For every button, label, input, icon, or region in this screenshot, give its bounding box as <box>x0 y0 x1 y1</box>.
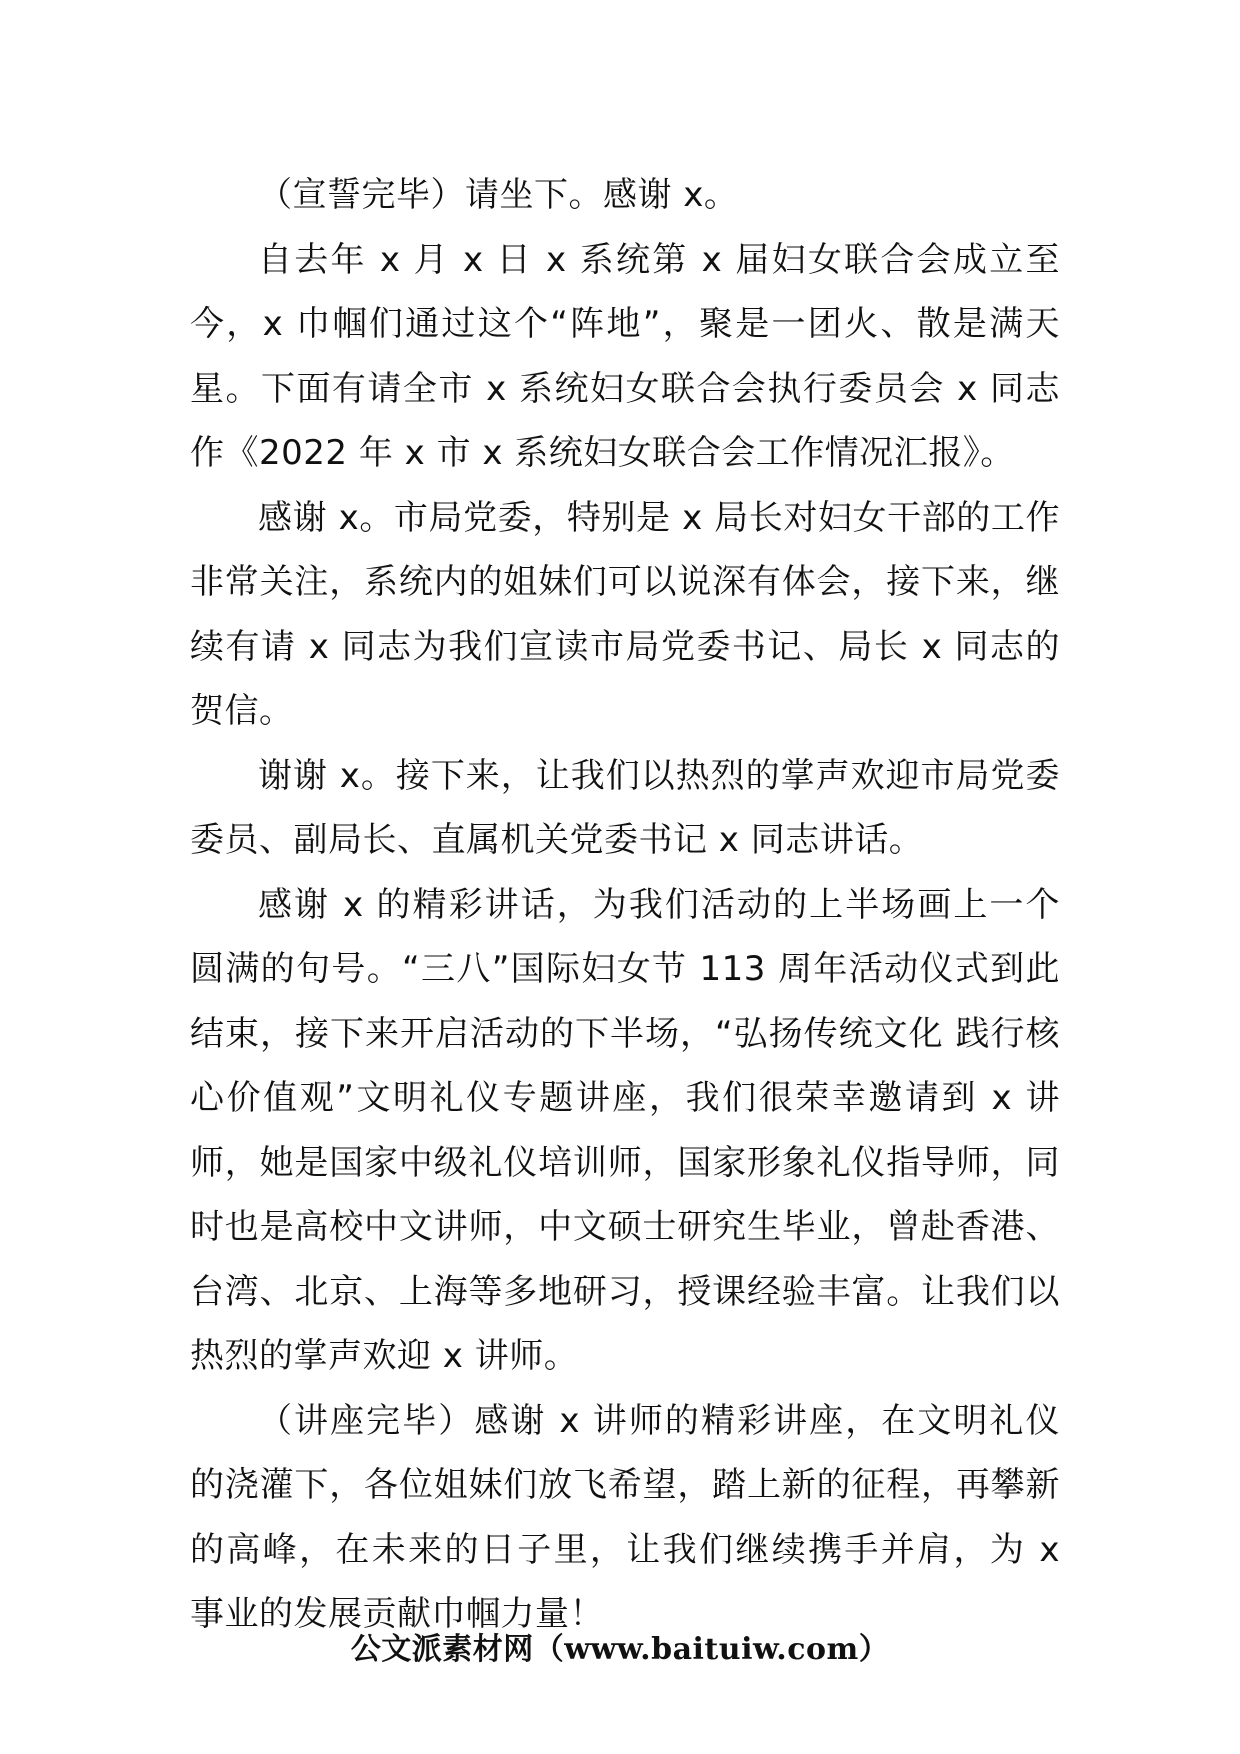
footer-watermark: 公文派素材网（www.baituiw.com） <box>350 1632 890 1667</box>
paragraph-oath-complete: （宣誓完毕）请坐下。感谢 x。 <box>258 175 739 215</box>
paragraph-congratulatory-letter: 感谢 x。市局党委，特别是 x 局长对妇女干部的工作非常关注，系统内的姐妹们可以说深有体会，接下来，继续有请 x 同志为我们宣读市局党委书记、局长 x 同志的贺信。 <box>190 497 1060 731</box>
paragraph-etiquette-lecture: 感谢 x 的精彩讲话，为我们活动的上半场画上一个圆满的句号。“三八”国际妇女节 113 周年活动仪式到此结束，接下来开启活动的下半场，“弘扬传统文化 践行核心价值观”文明礼仪专题讲座，我们很荣幸邀请到 x 讲师，她是国家中级礼仪培训师，国家形象礼仪指导师，同时也是高校中文讲师，中文硕士研究生毕业，曾赴香港、台湾、北京、上海等多地研习，授课经验丰富。让我们以热烈的掌声欢迎 x 讲师。 <box>190 884 1060 1376</box>
paragraph-federation-report: 自去年 x 月 x 日 x 系统第 x 届妇女联合会成立至今，x 巾帼们通过这个“阵地”，聚是一团火、散是满天星。下面有请全市 x 系统妇女联合会执行委员会 x 同志作《2022 年 x 市 x 系统妇女联合会工作情况汇报》。 <box>190 239 1060 473</box>
paragraph-leader-speech: 谢谢 x。接下来，让我们以热烈的掌声欢迎市局党委委员、副局长、直属机关党委书记 x 同志讲话。 <box>190 755 1060 860</box>
paragraph-closing: （讲座完毕）感谢 x 讲师的精彩讲座，在文明礼仪的浇灌下，各位姐妹们放飞希望，踏上新的征程，再攀新的高峰，在未来的日子里，让我们继续携手并肩，为 x 事业的发展贡献巾帼力量！ <box>190 1400 1060 1634</box>
document-body <box>190 163 1060 1647</box>
